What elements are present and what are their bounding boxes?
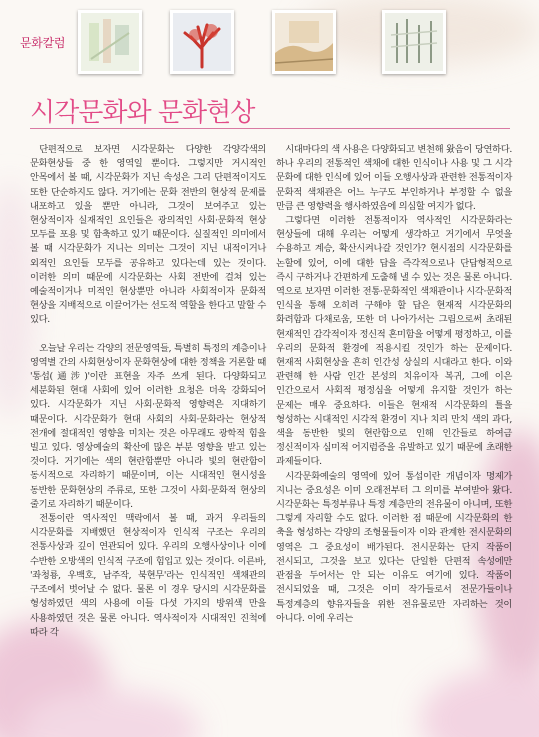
article-column-right [276, 143, 512, 626]
forest-painting-icon [385, 13, 443, 71]
paragraph: 단편적으로 보자면 시각문화는 다양한 각양각색의 문화현상들 중 한 영역일 뿐이다. 그렇지만 거시적인 안목에서 볼 때, 시각문화가 지닌 속성은 그리 단편적이지도 또한 단순하지도 않다. 거기에는 문화 전반의 현상적 문제를 내포하고 있을 뿐만 아니라, 그것이 보여주고 있는 현상적이자 실재적인 요인들은 광의적인 사회·문화적 현상 모두를 포용 및 함축하고 있기 때문이다. 실질적인 의미에서 볼 때 시각문화가 지니는 의미는 그것이 지닌 내적이거나 외적인 요인들 모두를 공유하고 있다는데 있는 것이다. 이러한 의미 때문에 시각문화는 사회 전반에 걸쳐 있는 예술적이거나 미적인 현상뿐만 아니라 사회적이자 문화적 현상을 지배적으로 이끌어가는 선도적 역할을 한다고 말할 수 있다. [30, 144, 266, 326]
paragraph: 시각문화예술의 영역에 있어 통섭이란 개념이자 명제가 지니는 중요성은 이미 오래전부터 그 의미를 부여받아 왔다. 시각문화는 특정부류나 특정 계층만의 전유물이 아니며, 또한 그렇게 자리할 수도 없다. 이러한 점 때문에 시각문화의 한 축을 형성하는 각양의 조형물들이자 이와 관계한 전시문화의 영역은 그 중요성이 배가된다. 전시문화는 단지 작품이 전시되고, 그것을 보고 있다는 단일한 단편적 속성에만 관점을 두어서는 안 되는 이유도 여기에 있다. 작품이 전시되었을 때, 그것은 이미 작가들로서 전문가들이나 특정계층의 향유자들을 위한 전유물로만 자리하는 것이 아니다. 이에 우리는 [276, 470, 512, 624]
red-tree-painting-icon [173, 13, 231, 71]
article-title: 시각문화와 문화현상 [30, 98, 255, 128]
paragraph: 전통이란 역사적인 맥락에서 볼 때, 과거 우리들의 시각문화를 지배했던 현상적이자 인식적 구조는 우리의 전통사상과 깊이 연관되어 있다. 우리의 오행사상이나 이에 수반한 오방색의 인식적 구조에 힘입고 있는 것이다. 이른바, '좌청룡, 우백호, 남주작, 북현무'라는 인식적인 색채관의 구조에서 벗어날 수 없다. 물론 이 경우 당시의 시각문화를 형성하였던 색의 사용에 이들 다섯 가지의 방위색 만을 사용하였던 것은 물론 아니다. 역사적이자 시대적인 진척에 따라 각 [30, 513, 266, 638]
section-tag: 문화칼럼 [20, 36, 66, 50]
artwork-thumbnail-4 [382, 10, 446, 74]
abstract-painting-icon [81, 13, 139, 71]
artwork-thumbnail-3 [272, 10, 336, 74]
landscape-painting-icon [275, 13, 333, 71]
paragraph: 그렇다면 이러한 전통적이자 역사적인 시각문화라는 현상들에 대해 우리는 어떻게 생각하고 거기에서 무엇을 수용하고 계승, 확산시켜나갈 것인가? 현시점의 시각문화를 논할에 있어, 이에 대한 답을 즉각적으로나 단답형적으로 즉시 구하거나 간편하게 도출해 낼 수 있는 것은 물론 아니다. 역으로 보자면 이러한 전통·문화적인 색채관이나 시각·문화적 인식을 통해 오히려 구해야 할 답은 현재적 시각문화의 화려함과 다채로움, 또한 더 나아가서는 그림으로써 초래된 현재적인 감각적이자 정신적 혼미함을 어떻게 평정하고, 이를 우리의 문화적 환경에 적용시킬 것인가 하는 문제이다. 현재적 사회현상을 흔히 인간성 상실의 시대라고 한다. 이와 관련해 한 사람 인간 본성의 치유이자 복귀, 그에 이은 인간으로서 사회적 평정심을 어떻게 유지할 것인가 하는 문제는 매우 중요하다. 이들은 현재적 시각문화의 틀을 형성하는 시대적인 시각적 환경이 지나 치리 만치 색의 과다, 색을 동반한 빛의 현란함으로 인해 인간들로 하여금 정신적이자 심미적 어지럼증을 유발하고 있기 때문에 초래한 과제들이다. [276, 215, 512, 468]
article-column-left [30, 143, 266, 640]
title-divider [30, 128, 510, 129]
artwork-thumbnail-1 [78, 10, 142, 74]
artwork-thumbnail-2 [170, 10, 234, 74]
paragraph: 시대마다의 색 사용은 다양화되고 변천해 왔음이 당연하다. 하나 우리의 전통적인 색채에 대한 인식이나 사용 및 그 시각 문화에 대한 인식에 있어 이들 오행사상과 관련한 전통적이자 문화적 색채관은 어느 누구도 부인하거나 부정할 수 없을 만큼 큰 영향력을 행사하였음에 의심할 여지가 없다. [276, 144, 512, 212]
paragraph: 오늘날 우리는 각양의 전문영역들, 특별히 특정의 계층이나 영역별 간의 사회현상이자 문화현상에 대한 정책을 거론할 때 '통섭(通涉)'이란 표현을 자주 쓰게 된다. 다양화되고 세분화된 현대 사회에 있어 이러한 요청은 더욱 강화되어 있다. 시각문화가 지닌 사회·문화적 영향력은 지대하기 때문이다. 시각문화가 현대 사회의 사회·문화라는 현상적 전개에 절대적인 영향을 미치는 것은 아무래도 광학적 힘을 빌고 있다. 영상예술의 확산에 많은 부분 영향을 받고 있는 것이다. 거기에는 색의 현란함뿐만 아니라 빛의 현란함이 동시적으로 자리하기 때문이며, 이는 시대적인 현시성을 동반한 문화현상의 주류로, 또한 그것이 사회·문화적 현상의 줄기로 자리하기 때문이다. [30, 342, 266, 510]
